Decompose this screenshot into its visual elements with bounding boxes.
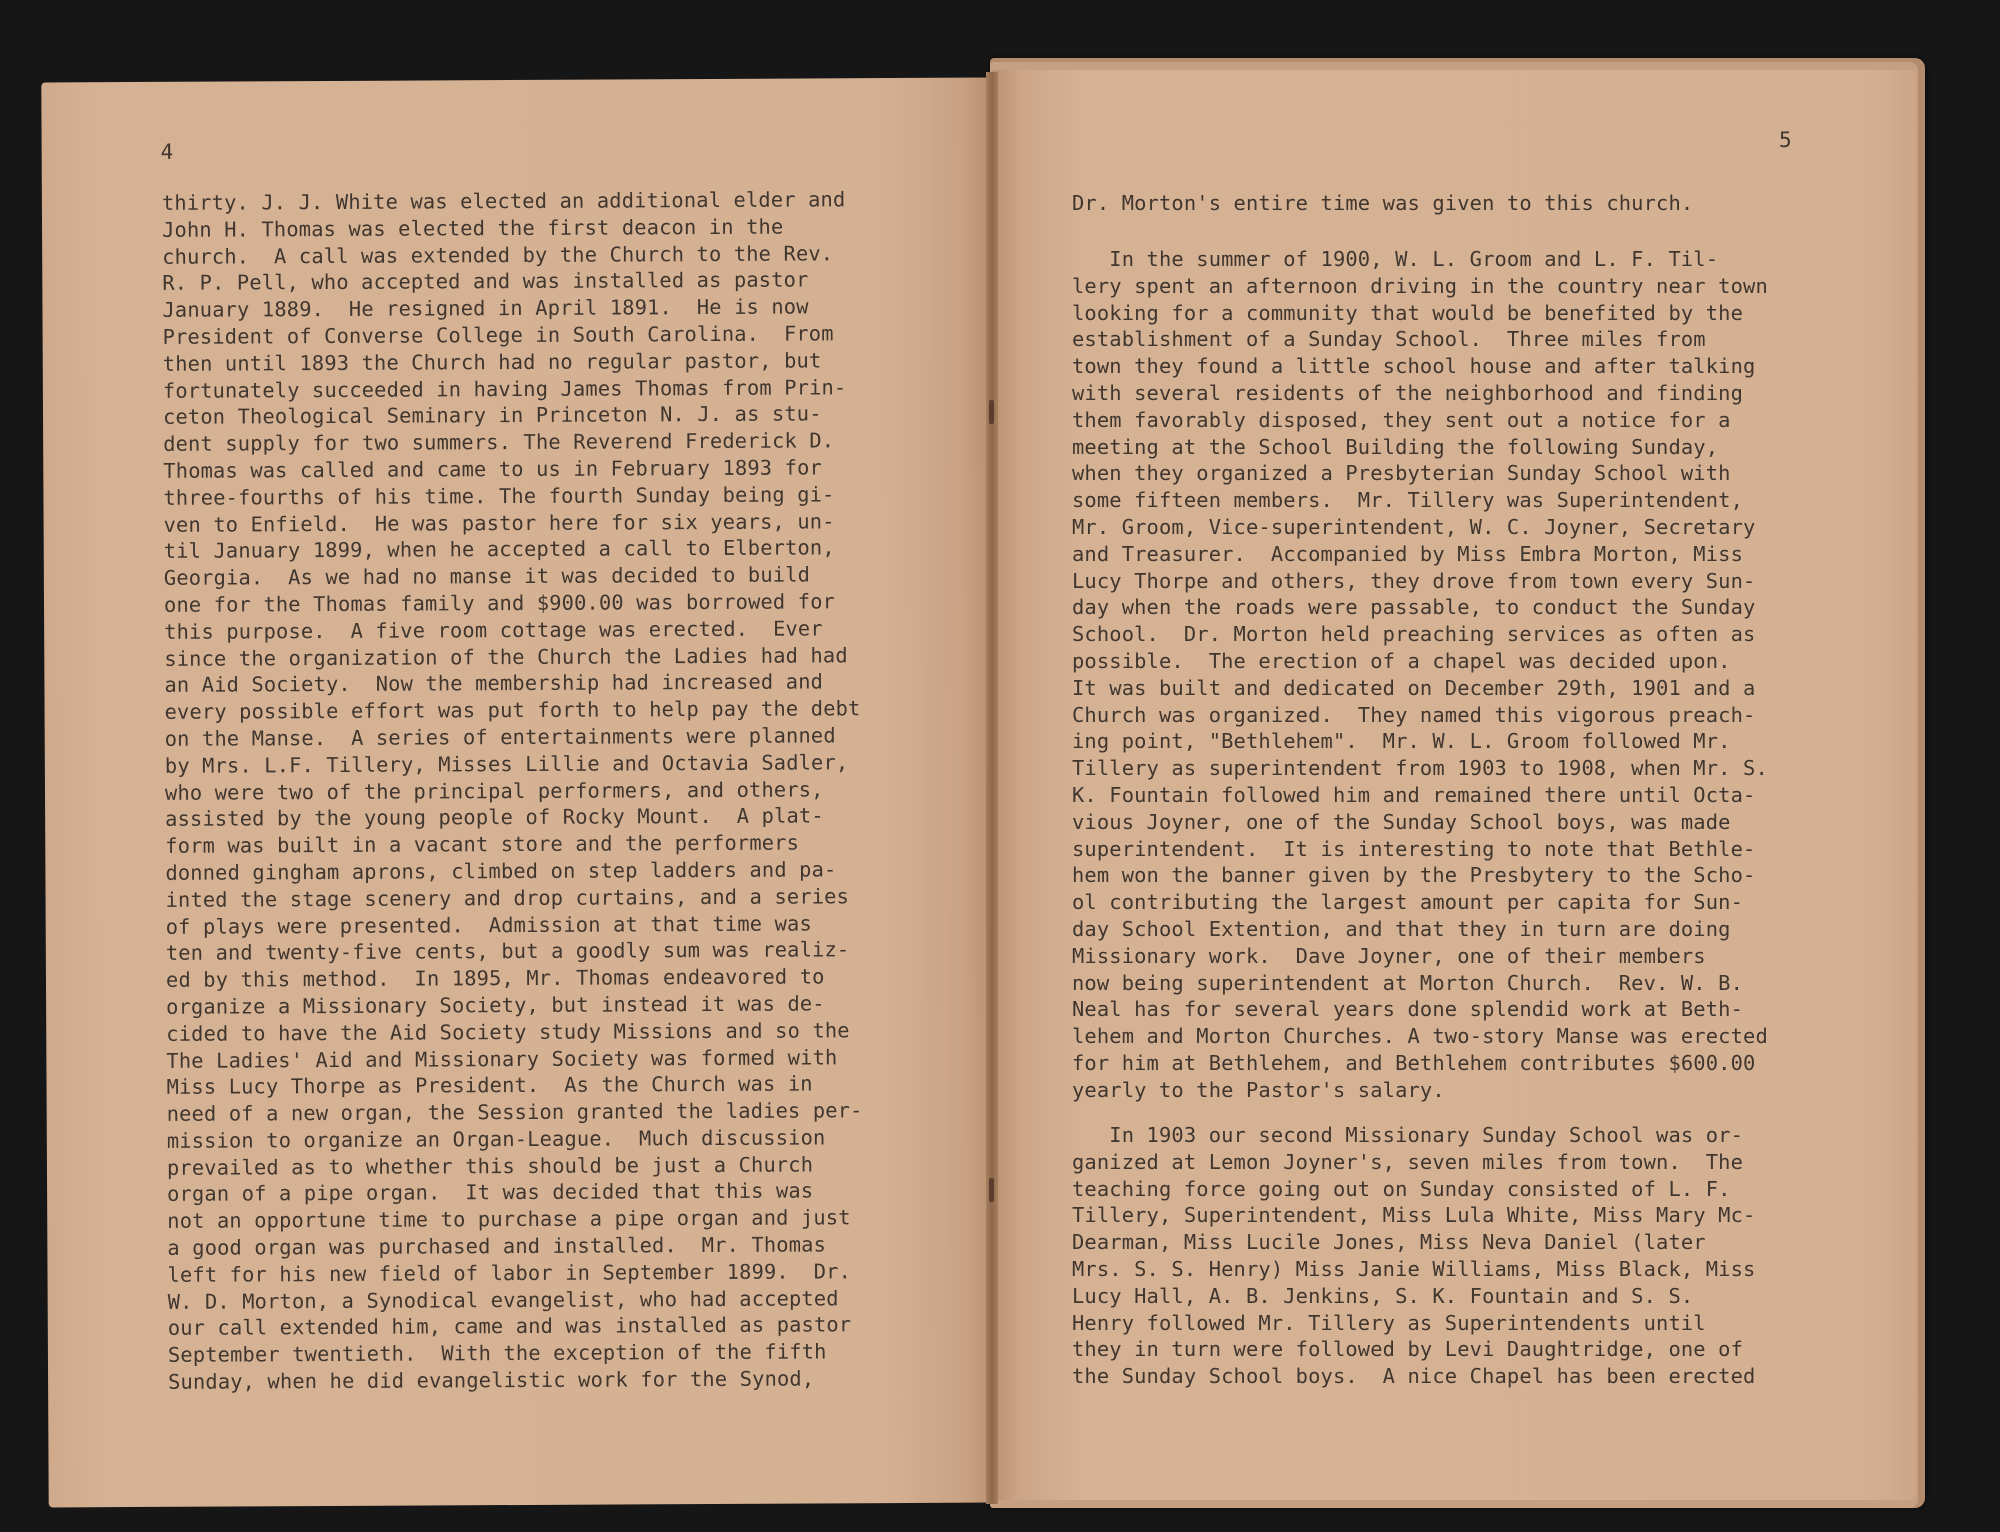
- staple: [989, 1178, 994, 1202]
- right-page-paragraph-1: Dr. Morton's entire time was given to this church.: [1072, 191, 1694, 215]
- left-page-body-text: thirty. J. J. White was elected an additional elder and John H. Thomas was elected the first deacon in the church. A call was extended by the Church to the Rev. R. P. Pell, who accepted and was installed as pastor January 1889. He resigned in April 1891. He is now President of Converse College in South Carolina. From then until 1893 the Church had no regular pastor, but fortunately succeeded in having James Thomas from Prin- ceton Theological Seminary in Princeton N. J. as stu- dent supply for two summers. The Reverend Frederick D. Thomas was called and came to us in February 1893 for three-fourths of his time. The fourth Sunday being gi- ven to Enfield. He was pastor here for six years, un- til January 1899, when he accepted a call to Elberton, Georgia. As we had no manse it was decided to build one for the Thomas family and $900.00 was borrowed for this purpose. A five room cottage was erected. Ever since the organization of the Church the Ladies had had an Aid Society. Now the membership had increased and every possible effort was put forth to help pay the debt on the Manse. A series of entertainments were planned by Mrs. L.F. Tillery, Misses Lillie and Octavia Sadler, who were two of the principal performers, and others, assisted by the young people of Rocky Mount. A plat- form was built in a vacant store and the performers donned gingham aprons, climbed on step ladders and pa- inted the stage scenery and drop curtains, and a series of plays were presented. Admission at that time was ten and twenty-five cents, but a goodly sum was realiz- ed by this method. In 1895, Mr. Thomas endeavored to organize a Missionary Society, but instead it was de- cided to have the Aid Society study Missions and so the The Ladies' Aid and Missionary Society was formed with Miss Lucy Thorpe as President. As the Church was in need of a new organ, the Session granted the ladies per- mission to organize an Organ-League. Much discussion prevailed as to whether this should be just a Church organ of a pipe organ. It was decided that this was not an opportune time to purchase a pipe organ and just a good organ was purchased and installed. Mr. Thomas left for his new field of labor in September 1899. Dr. W. D. Morton, a Synodical evangelist, who had accepted our call extended him, came and was installed as pastor September twentieth. With the exception of the fifth Sunday, when he did evangelistic work for the Synod,: [161, 187, 863, 1394]
- page-number-right: 5: [1779, 128, 1793, 152]
- page-number-left: 4: [160, 139, 174, 164]
- book-spine: [986, 72, 998, 1504]
- left-page: [41, 78, 995, 1508]
- right-page-paragraph-3: In 1903 our second Missionary Sunday School was or- ganized at Lemon Joyner's, seven miles from town. The teaching force going out on Sunday consisted of L. F. Tillery, Superintendent, Miss Lula White, Miss Mary Mc- Dearman, Miss Lucile Jones, Miss Neva Daniel (later Mrs. S. S. Henry) Miss Janie Williams, Miss Black, Miss Lucy Hall, A. B. Jenkins, S. K. Fountain and S. S. Henry followed Mr. Tillery as Superintendents until they in turn were followed by Levi Daughtridge, one of the Sunday School boys. A nice Chapel has been erected: [1072, 1123, 1756, 1389]
- right-page: [992, 70, 1916, 1500]
- staple: [989, 400, 994, 424]
- right-page-paragraph-2: In the summer of 1900, W. L. Groom and L. F. Til- lery spent an afternoon driving in the country near town looking for a community that would be benefited by the establishment of a Sunday School. Three miles from town they found a little school house and after talking with several residents of the neighborhood and finding them favorably disposed, they sent out a notice for a meeting at the School Building the following Sunday, when they organized a Presbyterian Sunday School with some fifteen members. Mr. Tillery was Superintendent, Mr. Groom, Vice-superintendent, W. C. Joyner, Secretary and Treasurer. Accompanied by Miss Embra Morton, Miss Lucy Thorpe and others, they drove from town every Sun- day when the roads were passable, to conduct the Sunday School. Dr. Morton held preaching services as often as possible. The erection of a chapel was decided upon. It was built and dedicated on December 29th, 1901 and a Church was organized. They named this vigorous preach- ing point, "Bethlehem". Mr. W. L. Groom followed Mr. Tillery as superintendent from 1903 to 1908, when Mr. S. K. Fountain followed him and remained there until Octa- vious Joyner, one of the Sunday School boys, was made superintendent. It is interesting to note that Bethle- hem won the banner given by the Presbytery to the Scho- ol contributing the largest amount per capita for Sun- day School Extention, and that they in turn are doing Missionary work. Dave Joyner, one of their members now being superintendent at Morton Church. Rev. W. B. Neal has for several years done splendid work at Beth- lehem and Morton Churches. A two-story Manse was erected for him at Bethlehem, and Bethlehem contributes $600.00 yearly to the Pastor's salary.: [1072, 247, 1768, 1102]
